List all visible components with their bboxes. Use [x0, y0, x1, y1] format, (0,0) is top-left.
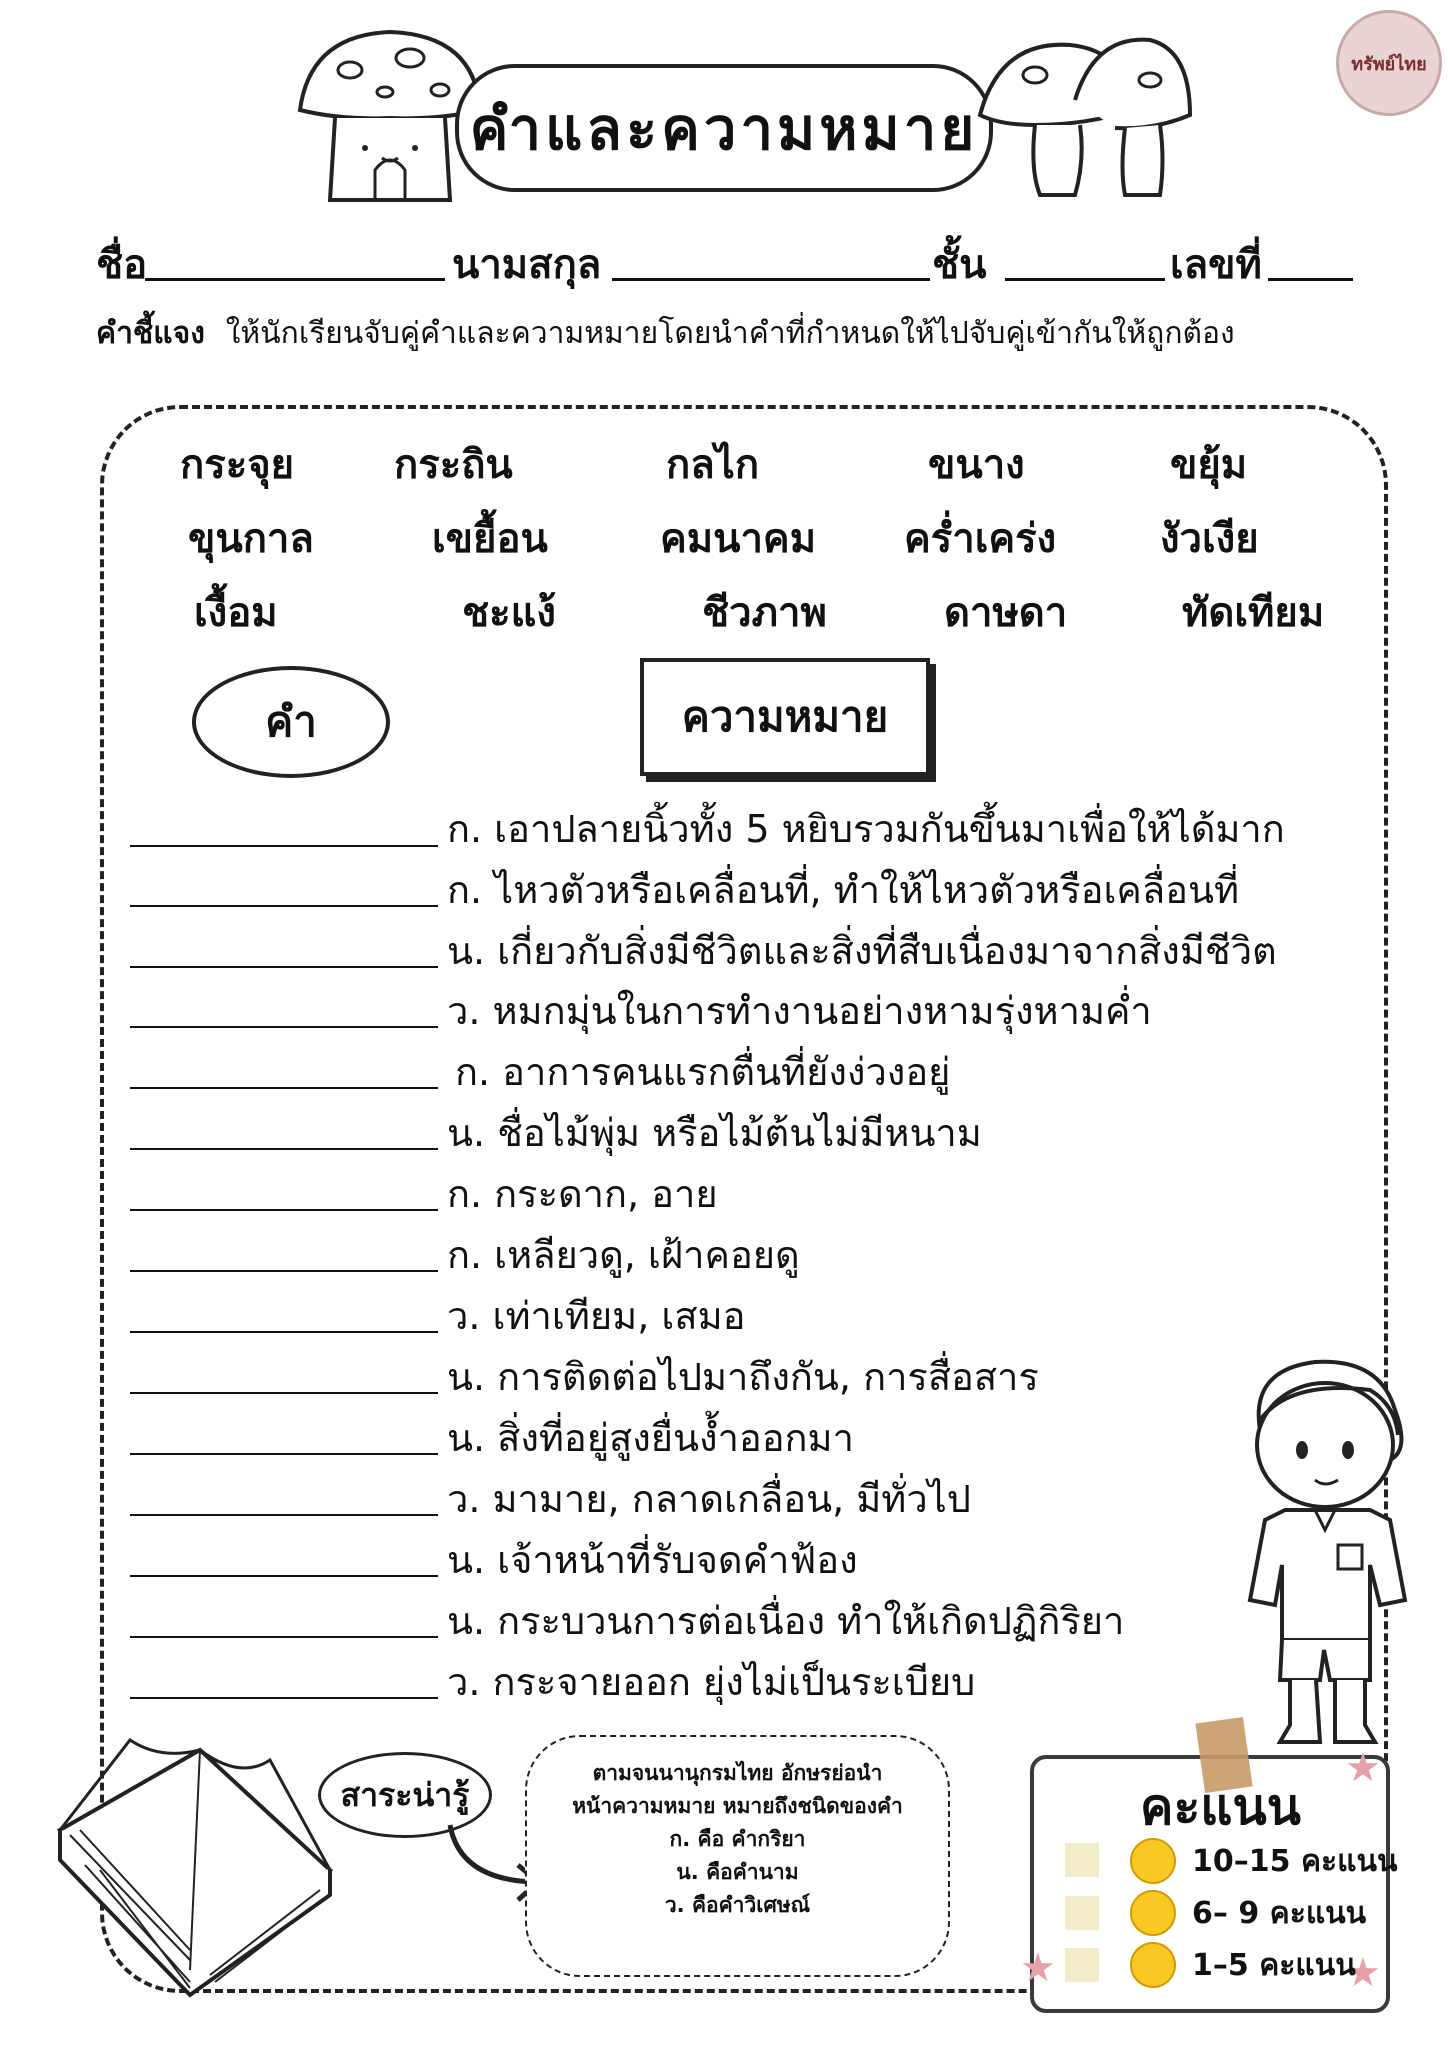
neutral-face-icon [1130, 1890, 1176, 1936]
answer-blank[interactable] [130, 905, 438, 907]
word-bank-item: เงื้อม [194, 590, 278, 636]
word-bank-item: ขยุ้ม [1170, 442, 1248, 488]
tip-line: น. คือคำนาม [676, 1860, 799, 1884]
number-label: เลขที่ [1170, 242, 1262, 288]
meaning-item: น. กระบวนการต่อเนื่อง ทำให้เกิดปฏิกิริยา [447, 1599, 1125, 1643]
answer-blank[interactable] [130, 1148, 438, 1150]
meaning-item: ก. เอาปลายนิ้วทั้ง 5 หยิบรวมกันขึ้นมาเพื่อให้ได้มาก [447, 807, 1285, 851]
answer-blank[interactable] [130, 1087, 438, 1089]
score-title: คะแนน [1140, 1778, 1301, 1836]
word-bank-item: งัวเงีย [1160, 516, 1259, 562]
meaning-item: ก. ไหวตัวหรือเคลื่อนที่, ทำให้ไหวตัวหรือเคลื่อนที่ [447, 868, 1239, 912]
instructions-text: ให้นักเรียนจับคู่คำและความหมายโดยนำคำที่กำหนดให้ไปจับคู่เข้ากันให้ถูกต้อง [225, 316, 1235, 351]
word-column-header [192, 666, 390, 778]
word-bank-item: คมนาคม [660, 516, 817, 562]
answer-blank[interactable] [130, 1026, 438, 1028]
meaning-item: น. การติดต่อไปมาถึงกัน, การสื่อสาร [447, 1355, 1039, 1399]
answer-blank[interactable] [130, 1392, 438, 1394]
sad-face-icon [1130, 1942, 1176, 1988]
answer-blank[interactable] [130, 966, 438, 968]
word-bank-item: คร่ำเคร่ง [904, 516, 1057, 562]
meaning-item: ก. กระดาก, อาย [447, 1172, 718, 1216]
surname-field[interactable] [612, 278, 930, 281]
meaning-item: น. ชื่อไม้พุ่ม หรือไม้ต้นไม่มีหนาม [447, 1111, 982, 1155]
meaning-item: ก. เหลียวดู, เฝ้าคอยดู [447, 1233, 800, 1277]
mushrooms-right-illustration [975, 30, 1195, 200]
score-range: 10–15 คะแนน [1192, 1844, 1398, 1879]
answer-blank[interactable] [130, 1514, 438, 1516]
tip-line: ตามจนนานุกรมไทย อักษรย่อนำ [592, 1761, 883, 1785]
answer-blank[interactable] [130, 1209, 438, 1211]
word-bank-item: เขยื้อน [432, 516, 548, 562]
tip-box [525, 1735, 950, 1977]
name-label: ชื่อ [96, 242, 148, 288]
meaning-column-header [640, 658, 930, 776]
meaning-item: ว. เท่าเทียม, เสมอ [447, 1294, 746, 1338]
score-checkbox[interactable] [1065, 1843, 1099, 1877]
word-bank-item: กลไก [666, 442, 760, 488]
meaning-column-label: ความหมาย [681, 692, 889, 741]
tip-line: ก. คือ คำกริยา [669, 1827, 806, 1851]
score-checkbox[interactable] [1065, 1896, 1099, 1930]
answer-blank[interactable] [130, 1270, 438, 1272]
laughing-face-icon [1130, 1838, 1176, 1884]
answer-blank[interactable] [130, 1697, 438, 1699]
word-bank-item: ชะแง้ [462, 590, 556, 636]
answer-blank[interactable] [130, 1331, 438, 1333]
word-bank-item: กระจุย [180, 442, 295, 488]
star-icon: ★ [1020, 1945, 1056, 1991]
logo-text: ทรัพย์ไทย [1351, 53, 1427, 75]
word-bank-item: ขนาง [928, 442, 1025, 488]
star-icon: ★ [1345, 1950, 1381, 1996]
word-bank-item: ชีวภาพ [702, 590, 827, 636]
number-field[interactable] [1268, 278, 1353, 281]
answer-blank[interactable] [130, 845, 438, 847]
score-range: 6– 9 คะแนน [1192, 1896, 1367, 1931]
meaning-item: น. สิ่งที่อยู่สูงยื่นง้ำออกมา [447, 1416, 854, 1460]
class-field[interactable] [1005, 278, 1165, 281]
word-bank-item: ดาษดา [944, 590, 1068, 636]
word-bank-item: ทัดเทียม [1182, 590, 1325, 636]
answer-blank[interactable] [130, 1575, 438, 1577]
score-checkbox[interactable] [1065, 1948, 1099, 1982]
instructions [96, 310, 1235, 357]
meaning-item: ว. กระจายออก ยุ่งไม่เป็นระเบียบ [447, 1660, 976, 1704]
name-field[interactable] [145, 278, 445, 281]
publisher-logo [1336, 10, 1442, 116]
meaning-item: ว. มามาย, กลาดเกลื่อน, มีทั่วไป [447, 1477, 971, 1521]
open-book-illustration [40, 1720, 340, 2000]
class-label: ชั้น [932, 242, 987, 288]
instructions-label: คำชี้แจง [96, 316, 205, 351]
surname-label: นามสกุล [452, 242, 602, 288]
word-bank-item: ขุนกาล [188, 516, 314, 562]
meaning-item: ก. อาการคนแรกตื่นที่ยังง่วงอยู่ [455, 1050, 951, 1094]
score-range: 1–5 คะแนน [1192, 1948, 1356, 1983]
worksheet-title: คำและความหมาย [455, 64, 993, 192]
star-icon: ★ [1345, 1745, 1381, 1791]
word-column-label: คำ [265, 697, 317, 746]
tip-line: หน้าความหมาย หมายถึงชนิดของคำ [572, 1794, 903, 1818]
meaning-item: น. เกี่ยวกับสิ่งมีชีวิตและสิ่งที่สืบเนื่องมาจากสิ่งมีชีวิต [447, 929, 1277, 973]
answer-blank[interactable] [130, 1636, 438, 1638]
word-bank-item: กระถิน [394, 442, 513, 488]
meaning-item: ว. หมกมุ่นในการทำงานอย่างหามรุ่งหามค่ำ [447, 989, 1152, 1033]
tip-line: ว. คือคำวิเศษณ์ [664, 1893, 811, 1917]
answer-blank[interactable] [130, 1453, 438, 1455]
tip-label-text: สาระน่ารู้ [340, 1775, 470, 1814]
meaning-item: น. เจ้าหน้าที่รับจดคำฟ้อง [447, 1538, 858, 1582]
boy-illustration [1220, 1350, 1440, 1750]
